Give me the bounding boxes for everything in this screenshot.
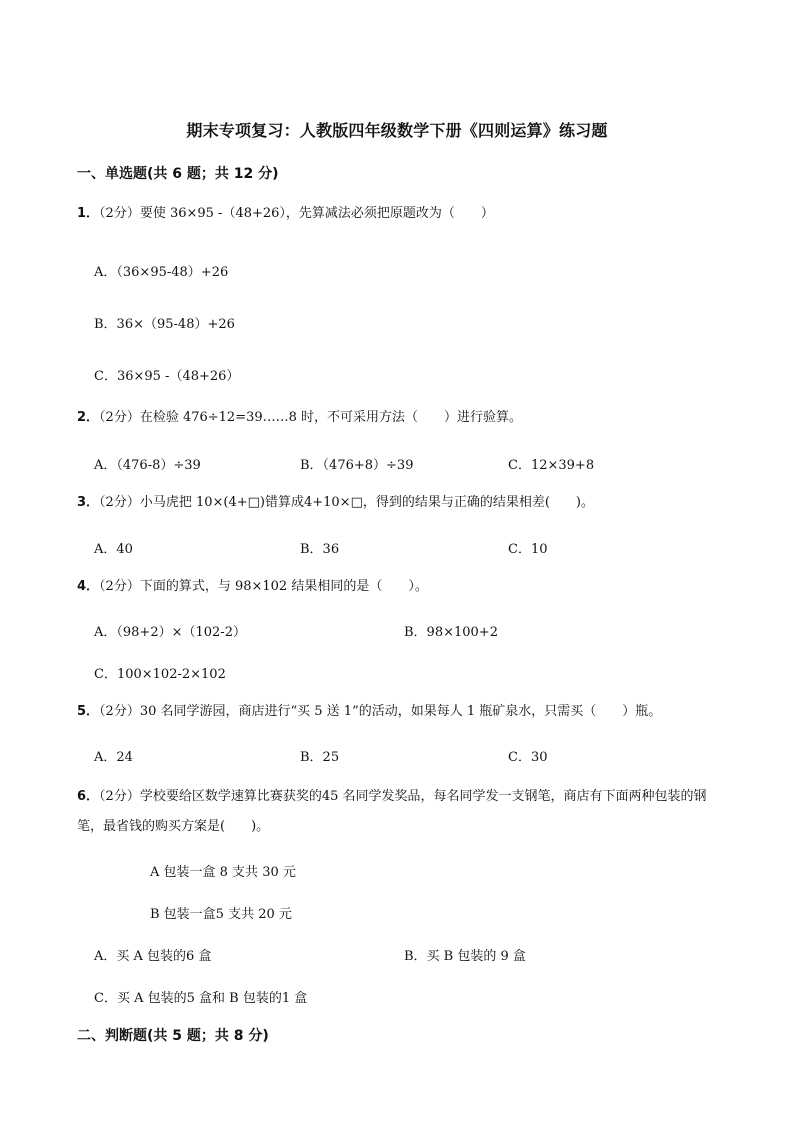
question-number: 5． [77, 704, 100, 719]
section-heading-single-choice: 一、单选题(共 6 题；共 12 分) [77, 166, 279, 182]
question-number: 4． [77, 579, 100, 594]
question-1 [77, 200, 727, 228]
question-6-option-a: A．买 A 包装的6 盒 [94, 949, 212, 964]
question-2-option-c: C．12×39+8 [508, 458, 595, 473]
question-2-option-a: A．（476-8）÷39 [94, 458, 201, 473]
question-3-option-b: B．36 [300, 542, 340, 557]
question-number: 3． [77, 495, 100, 510]
question-2-option-b: B．（476+8）÷39 [300, 458, 414, 473]
question-1-option-b: B．36×（95-48）+26 [94, 317, 235, 332]
question-5-option-c: C．30 [508, 750, 548, 765]
page-title: 期末专项复习：人教版四年级数学下册《四则运算》练习题 [186, 121, 608, 140]
question-5 [77, 698, 727, 726]
question-number: 1． [77, 206, 100, 221]
question-3-option-c: C．10 [508, 542, 548, 557]
question-1-option-a: A．（36×95-48）+26 [94, 265, 229, 280]
question-4-option-b: B．98×100+2 [404, 625, 498, 640]
question-3-option-a: A．40 [94, 542, 133, 557]
question-4-option-c: C．100×102-2×102 [94, 667, 226, 682]
question-text: （2分）学校要给区数学速算比赛获奖的45 名同学发奖品，每名同学发一支钢笔，商店有下面两种包装的钢笔，最省钱的购买方案是( )。 [77, 789, 707, 834]
question-6-package-b: B 包装一盒5 支共 20 元 [150, 907, 292, 922]
question-4 [77, 573, 727, 601]
question-6-option-c: C．买 A 包装的5 盒和 B 包装的1 盒 [94, 991, 308, 1006]
question-6-option-b: B．买 B 包装的 9 盒 [404, 949, 526, 964]
question-number: 6． [77, 789, 100, 804]
question-5-option-b: B．25 [300, 750, 340, 765]
question-6 [77, 782, 727, 842]
question-text: （2分）下面的算式，与 98×102 结果相同的是（ ）。 [99, 579, 428, 594]
section-heading-true-false: 二、判断题(共 5 题；共 8 分) [77, 1028, 269, 1044]
question-3 [77, 489, 727, 517]
question-text: （2分）小马虎把 10×(4+□)错算成4+10×□，得到的结果与正确的结果相差( )。 [99, 495, 594, 510]
question-4-option-a: A．（98+2）×（102-2） [94, 625, 246, 640]
question-1-option-c: C．36×95 -（48+26） [94, 369, 240, 384]
question-text: （2分）30 名同学游园，商店进行“买 5 送 1”的活动，如果每人 1 瓶矿泉水，只需买（ ）瓶。 [99, 704, 662, 719]
question-5-option-a: A．24 [94, 750, 133, 765]
question-6-package-a: A 包装一盒 8 支共 30 元 [150, 865, 296, 880]
question-2 [77, 404, 727, 432]
question-text: （2分）要使 36×95 -（48+26），先算减法必须把原题改为（ ） [99, 206, 494, 221]
question-text: （2分）在检验 476÷12=39……8 时，不可采用方法（ ）进行验算。 [99, 410, 523, 425]
question-number: 2． [77, 410, 100, 425]
